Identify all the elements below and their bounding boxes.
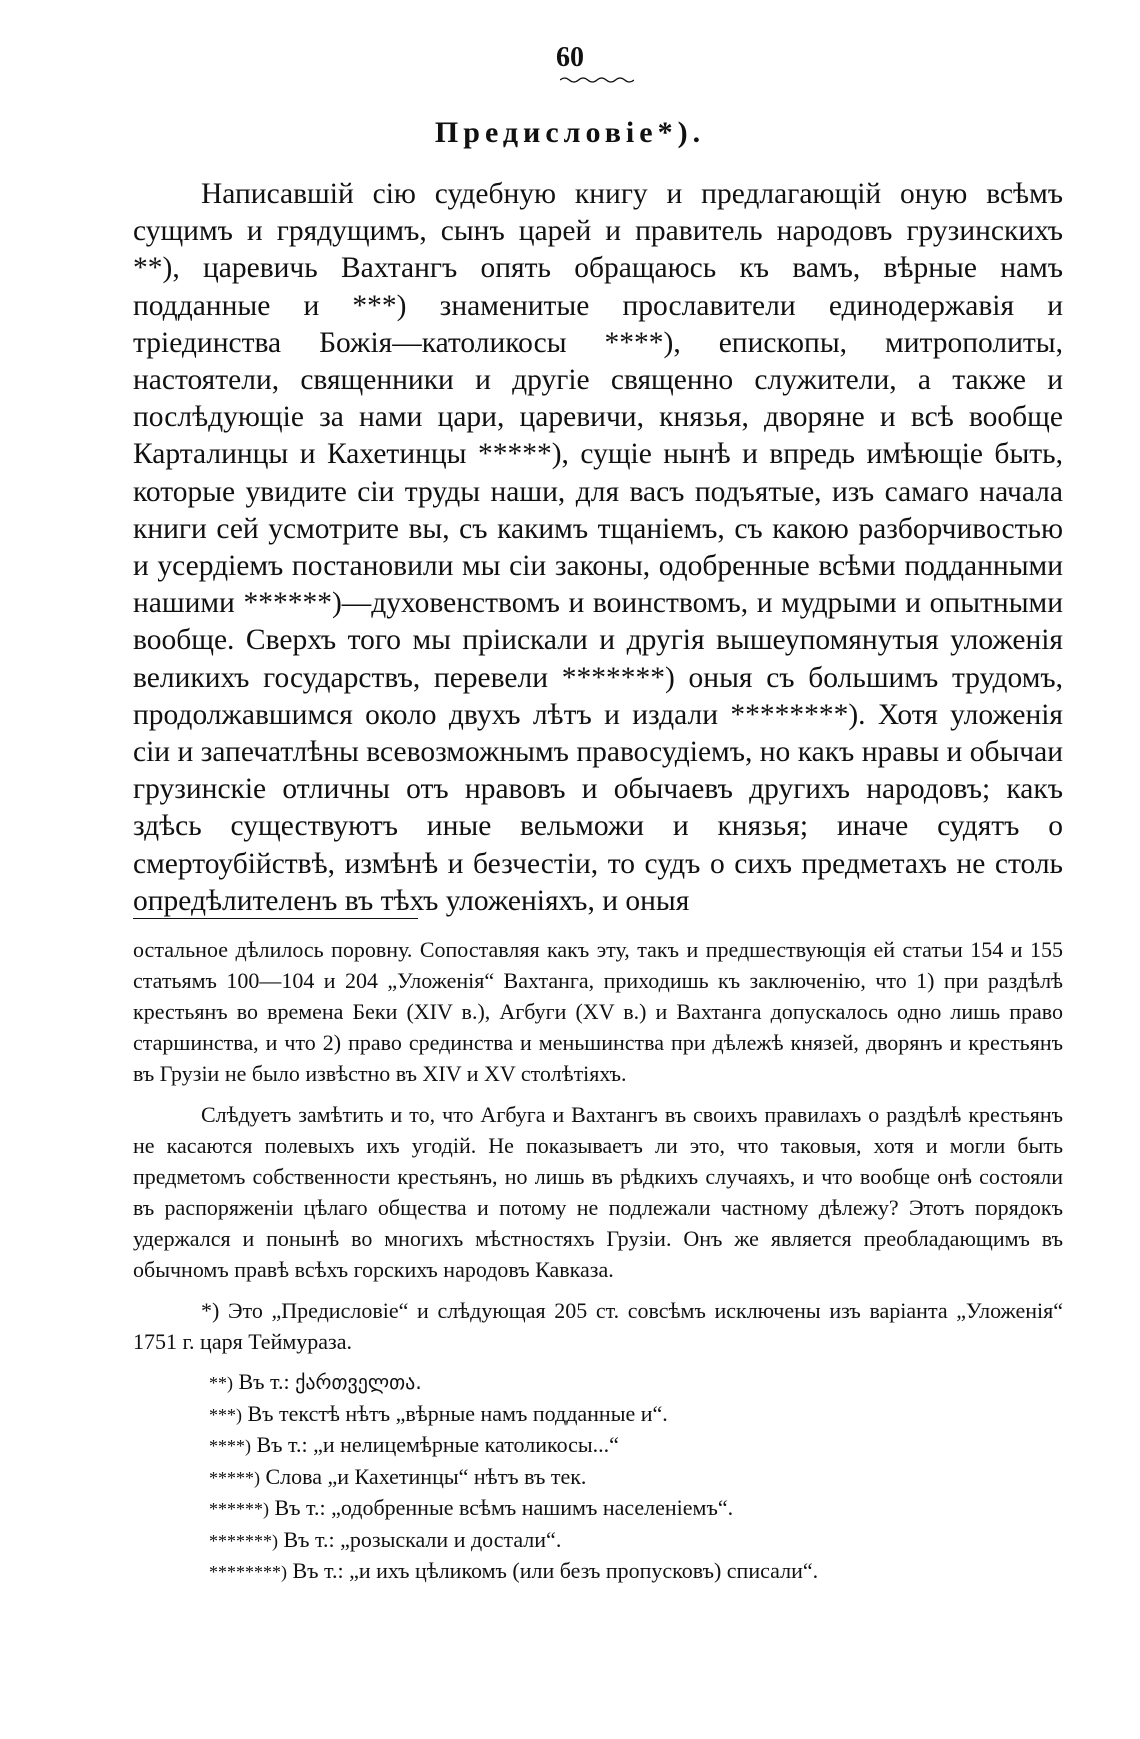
footnote-text: Въ т.: „и ихъ цѣликомъ (или безъ пропусковъ) списали“. (292, 1558, 819, 1583)
georgian-word: ქართველთა. (295, 1370, 422, 1394)
footnote-text: Въ т.: „розыскали и достали“. (283, 1526, 562, 1552)
footnote-continuation: остальное дѣлилось поровну. Сопоставляя какъ эту, такъ и предшествующія ей статьи 154 и 155 статьямъ 100—104 и 204 „Уложенія“ Вахтанга, приходишь къ заключенію, что 1) при раздѣлѣ крестьянъ во времена Беки (XIV в.), Агбуги (XV в.) и Вахтанга допускалось одно лишь право старшинства, и что 2) право срединства и меньшинства при дѣлежѣ князей, дворянъ и крестьянъ въ Грузіи не было извѣстно въ XIV и XV столѣтіяхъ. (133, 937, 1063, 1086)
footnote-item (209, 1430, 1063, 1462)
footnote-item (209, 1493, 1063, 1525)
footnote-item (209, 1399, 1063, 1431)
footnote-text: Въ т.: (238, 1369, 290, 1394)
body-paragraph: Написавшій сію судебную книгу и предлагающій оную всѣмъ сущимъ и грядущимъ, сынъ царей и правитель народовъ грузинскихъ **), царевичь Вахтангъ опять обращаюсь къ вамъ, вѣрные намъ подданные и ***) знаменитые прославители единодержавія и тріединства Божія—католикосы ****), епископы, митрополиты, настоятели, священники и другіе священно служители, а также и послѣдующіе за нами цари, царевичи, князья, дворяне и всѣ вообще Карталинцы и Кахетинцы *****), сущіе нынѣ и впредь имѣющіе быть, которые увидите сіи труды наши, для васъ подъятые, изъ самаго начала книги сей усмотрите вы, съ какимъ тщаніемъ, съ какою разборчивостью и усердіемъ постановили мы сіи законы, одобренные всѣми подданными нашими ******)—духовенствомъ и воинствомъ, и мудрыми и опытными вообще. Сверхъ того мы пріискали и другія вышеупомянутыя уложенія великихъ государствъ, перевели *******) оныя съ большимъ трудомъ, продолжавшимся около двухъ лѣтъ и издали ********). Хотя уложенія сіи и запечатлѣны всевозможнымъ правосудіемъ, но какъ нравы и обычаи грузинскіе отличны отъ нравовъ и обычаевъ другихъ народовъ; какъ здѣсь существуютъ иные вельможи и князья; иначе судятъ о смертоубійствѣ, измѣнѣ и безчестіи, то судъ о сихъ предметахъ не столь опредѣлителенъ въ тѣхъ уложеніяхъ, и оныя (133, 178, 1063, 917)
footnote-item (209, 1525, 1063, 1557)
wavy-ornament (560, 78, 634, 82)
footnote-text: Въ т.: „одобренные всѣмъ нашимъ населеніемъ“. (274, 1495, 734, 1520)
footnote-item (209, 1556, 1063, 1588)
footnotes (133, 934, 1063, 1588)
footnote-marker: *****) (209, 1467, 260, 1488)
footnote-item (209, 1367, 1063, 1399)
footnote-divider (133, 918, 418, 919)
main-text (133, 176, 1063, 920)
footnote-text: Слова „и Кахетинцы“ нѣтъ въ тек. (265, 1463, 587, 1489)
footnote-marker: ***) (209, 1404, 242, 1425)
footnote-marker: *******) (209, 1530, 278, 1551)
footnote-list (133, 1367, 1063, 1588)
page-number-ornament (560, 76, 634, 84)
footnote-marker: ********) (209, 1562, 287, 1582)
footnote-continuation: Слѣдуетъ замѣтить и то, что Агбуга и Вахтангъ въ своихъ правилахъ о раздѣлѣ крестьянъ не касаются полевыхъ ихъ угодій. Не показываетъ ли это, что таковыя, хотя и могли быть предметомъ собственности крестьянъ, но лишь въ рѣдкихъ случаяхъ, и что вообще онѣ состояли въ распоряженіи цѣлаго общества и потому не подлежали частному дѣлежу? Этотъ порядокъ удержался и понынѣ во многихъ мѣстностяхъ Грузіи. Онъ же является преобладающимъ въ обычномъ правѣ всѣхъ горскихъ народовъ Кавказа. (133, 1102, 1063, 1282)
footnote-item (209, 1462, 1063, 1494)
footnote-text: Въ т.: „и нелицемѣрные католикосы...“ (256, 1432, 619, 1457)
footnote-text: Въ текстѣ нѣтъ „вѣрные намъ подданные и“. (247, 1400, 668, 1426)
footnote-preface: *) Это „Предисловіе“ и слѣдующая 205 ст. совсѣмъ исключены изъ варіанта „Уложенія“ 1751 г. царя Теймураза. (133, 1298, 1063, 1354)
footnote-marker: ******) (209, 1499, 269, 1519)
footnote-marker: **) (209, 1373, 233, 1393)
footnote-marker: ****) (209, 1436, 251, 1456)
page-title: Предисловіе*). (434, 116, 706, 149)
page-number: 60 (556, 42, 584, 73)
